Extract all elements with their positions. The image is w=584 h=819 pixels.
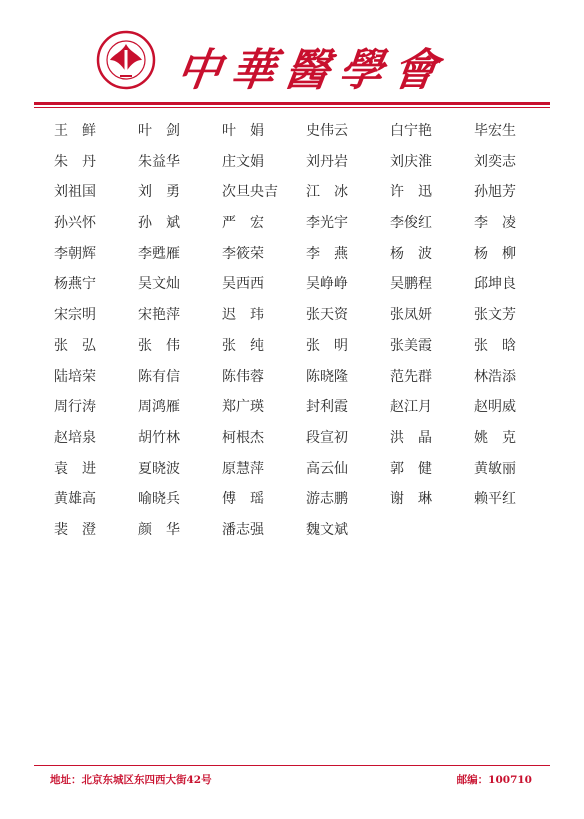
- name-entry: 吴鹏程: [390, 276, 432, 293]
- name-entry: 赵培泉: [54, 429, 96, 446]
- name-entry: 胡竹林: [138, 429, 180, 446]
- name-entry: 游志鹏: [306, 491, 348, 508]
- name-entry: 赖平红: [474, 491, 516, 508]
- name-entry: 张 晗: [474, 337, 516, 354]
- name-entry: 吴峥峥: [306, 276, 348, 293]
- name-entry: 傅 瑶: [222, 491, 264, 508]
- name-entry: 刘奕志: [474, 153, 516, 170]
- name-entry: 原慧萍: [222, 460, 264, 477]
- name-entry: 郑广瑛: [222, 399, 264, 416]
- name-entry: 杨 柳: [474, 245, 516, 262]
- name-entry: 洪 晶: [390, 429, 432, 446]
- name-entry: 刘庆淮: [390, 153, 432, 170]
- header-rule-thin: [34, 107, 550, 108]
- header-rule: [34, 102, 550, 105]
- footer-postcode: 邮编：100710: [456, 774, 532, 786]
- letterhead: [0, 0, 584, 110]
- name-entry: 刘丹岩: [306, 153, 348, 170]
- name-entry: 周鸿雁: [138, 399, 180, 416]
- name-entry: 严 宏: [222, 215, 264, 232]
- name-entry: 高云仙: [306, 460, 348, 477]
- name-entry: 李甦雁: [138, 245, 180, 262]
- name-entry: 陈晓隆: [306, 368, 348, 385]
- name-entry: 郭 健: [390, 460, 432, 477]
- name-entry: 次旦央吉: [222, 184, 278, 201]
- name-entry: 朱 丹: [54, 153, 96, 170]
- name-entry: 赵明威: [474, 399, 516, 416]
- name-entry: 赵江月: [390, 399, 432, 416]
- name-entry: 刘祖国: [54, 184, 96, 201]
- name-entry: 黄雄高: [54, 491, 96, 508]
- name-list: [54, 118, 544, 548]
- name-entry: 柯根杰: [222, 429, 264, 446]
- name-entry: 陆培荣: [54, 368, 96, 385]
- name-entry: 周行涛: [54, 399, 96, 416]
- name-entry: 李 凌: [474, 215, 516, 232]
- name-entry: 李朝辉: [54, 245, 96, 262]
- footer-address: 地址：北京东城区东四西大街42号: [50, 774, 212, 786]
- name-entry: 白宁艳: [390, 123, 432, 139]
- name-entry: 孙 斌: [138, 215, 180, 232]
- letterhead-title: 中華醫學會: [173, 45, 451, 96]
- name-entry: 毕宏生: [474, 123, 516, 139]
- name-entry: 李 燕: [306, 245, 348, 262]
- name-entry: 杨燕宁: [54, 276, 96, 293]
- name-entry: 许 迅: [390, 184, 432, 201]
- name-entry: 陈有信: [138, 368, 180, 385]
- name-entry: 朱益华: [138, 153, 180, 170]
- name-entry: 邱坤良: [474, 276, 516, 293]
- name-entry: 张美霞: [390, 337, 432, 354]
- name-entry: 王 鲜: [54, 123, 96, 139]
- name-entry: 张 弘: [54, 337, 96, 354]
- name-entry: 叶 剑: [138, 123, 180, 139]
- name-entry: 杨 波: [390, 245, 432, 262]
- name-entry: 叶 娟: [222, 123, 264, 139]
- name-entry: 迟 玮: [222, 307, 264, 324]
- name-entry: 林浩添: [474, 368, 516, 385]
- name-entry: 宋艳萍: [138, 307, 180, 324]
- footer-rule: [34, 765, 550, 766]
- name-entry: 裴 澄: [54, 521, 96, 538]
- name-entry: 宋宗明: [54, 307, 96, 324]
- name-entry: 张凤妍: [390, 307, 432, 324]
- name-entry: 陈伟蓉: [222, 368, 264, 385]
- name-entry: 段宣初: [306, 429, 348, 446]
- name-entry: 谢 琳: [390, 491, 432, 508]
- name-entry: 黄敏丽: [474, 460, 516, 477]
- name-entry: 夏晓波: [138, 460, 180, 477]
- name-entry: 喻晓兵: [138, 491, 180, 508]
- name-entry: 潘志强: [222, 521, 264, 538]
- name-entry: 史伟云: [306, 123, 348, 139]
- cma-seal-icon: [96, 30, 156, 90]
- name-entry: 张 明: [306, 337, 348, 354]
- name-entry: 张 伟: [138, 337, 180, 354]
- name-entry: 姚 克: [474, 429, 516, 446]
- name-entry: 刘 勇: [138, 184, 180, 201]
- name-entry: 袁 进: [54, 460, 96, 477]
- name-entry: 江 冰: [306, 184, 348, 201]
- name-entry: 颜 华: [138, 521, 180, 538]
- name-entry: 吴文灿: [138, 276, 180, 293]
- name-entry: 范先群: [390, 368, 432, 385]
- name-entry: 孙旭芳: [474, 184, 516, 201]
- name-entry: 李筱荣: [222, 245, 264, 262]
- name-entry: 张文芳: [474, 307, 516, 324]
- name-entry: 孙兴怀: [54, 215, 96, 232]
- name-entry: 吴西西: [222, 276, 264, 293]
- name-entry: 封利霞: [306, 399, 348, 416]
- name-entry: 张 纯: [222, 337, 264, 354]
- name-entry: 张天资: [306, 307, 348, 324]
- name-entry: 庄文娟: [222, 153, 264, 170]
- name-entry: 魏文斌: [306, 521, 348, 538]
- name-entry: 李俊红: [390, 215, 432, 232]
- name-entry: 李光宇: [306, 215, 348, 232]
